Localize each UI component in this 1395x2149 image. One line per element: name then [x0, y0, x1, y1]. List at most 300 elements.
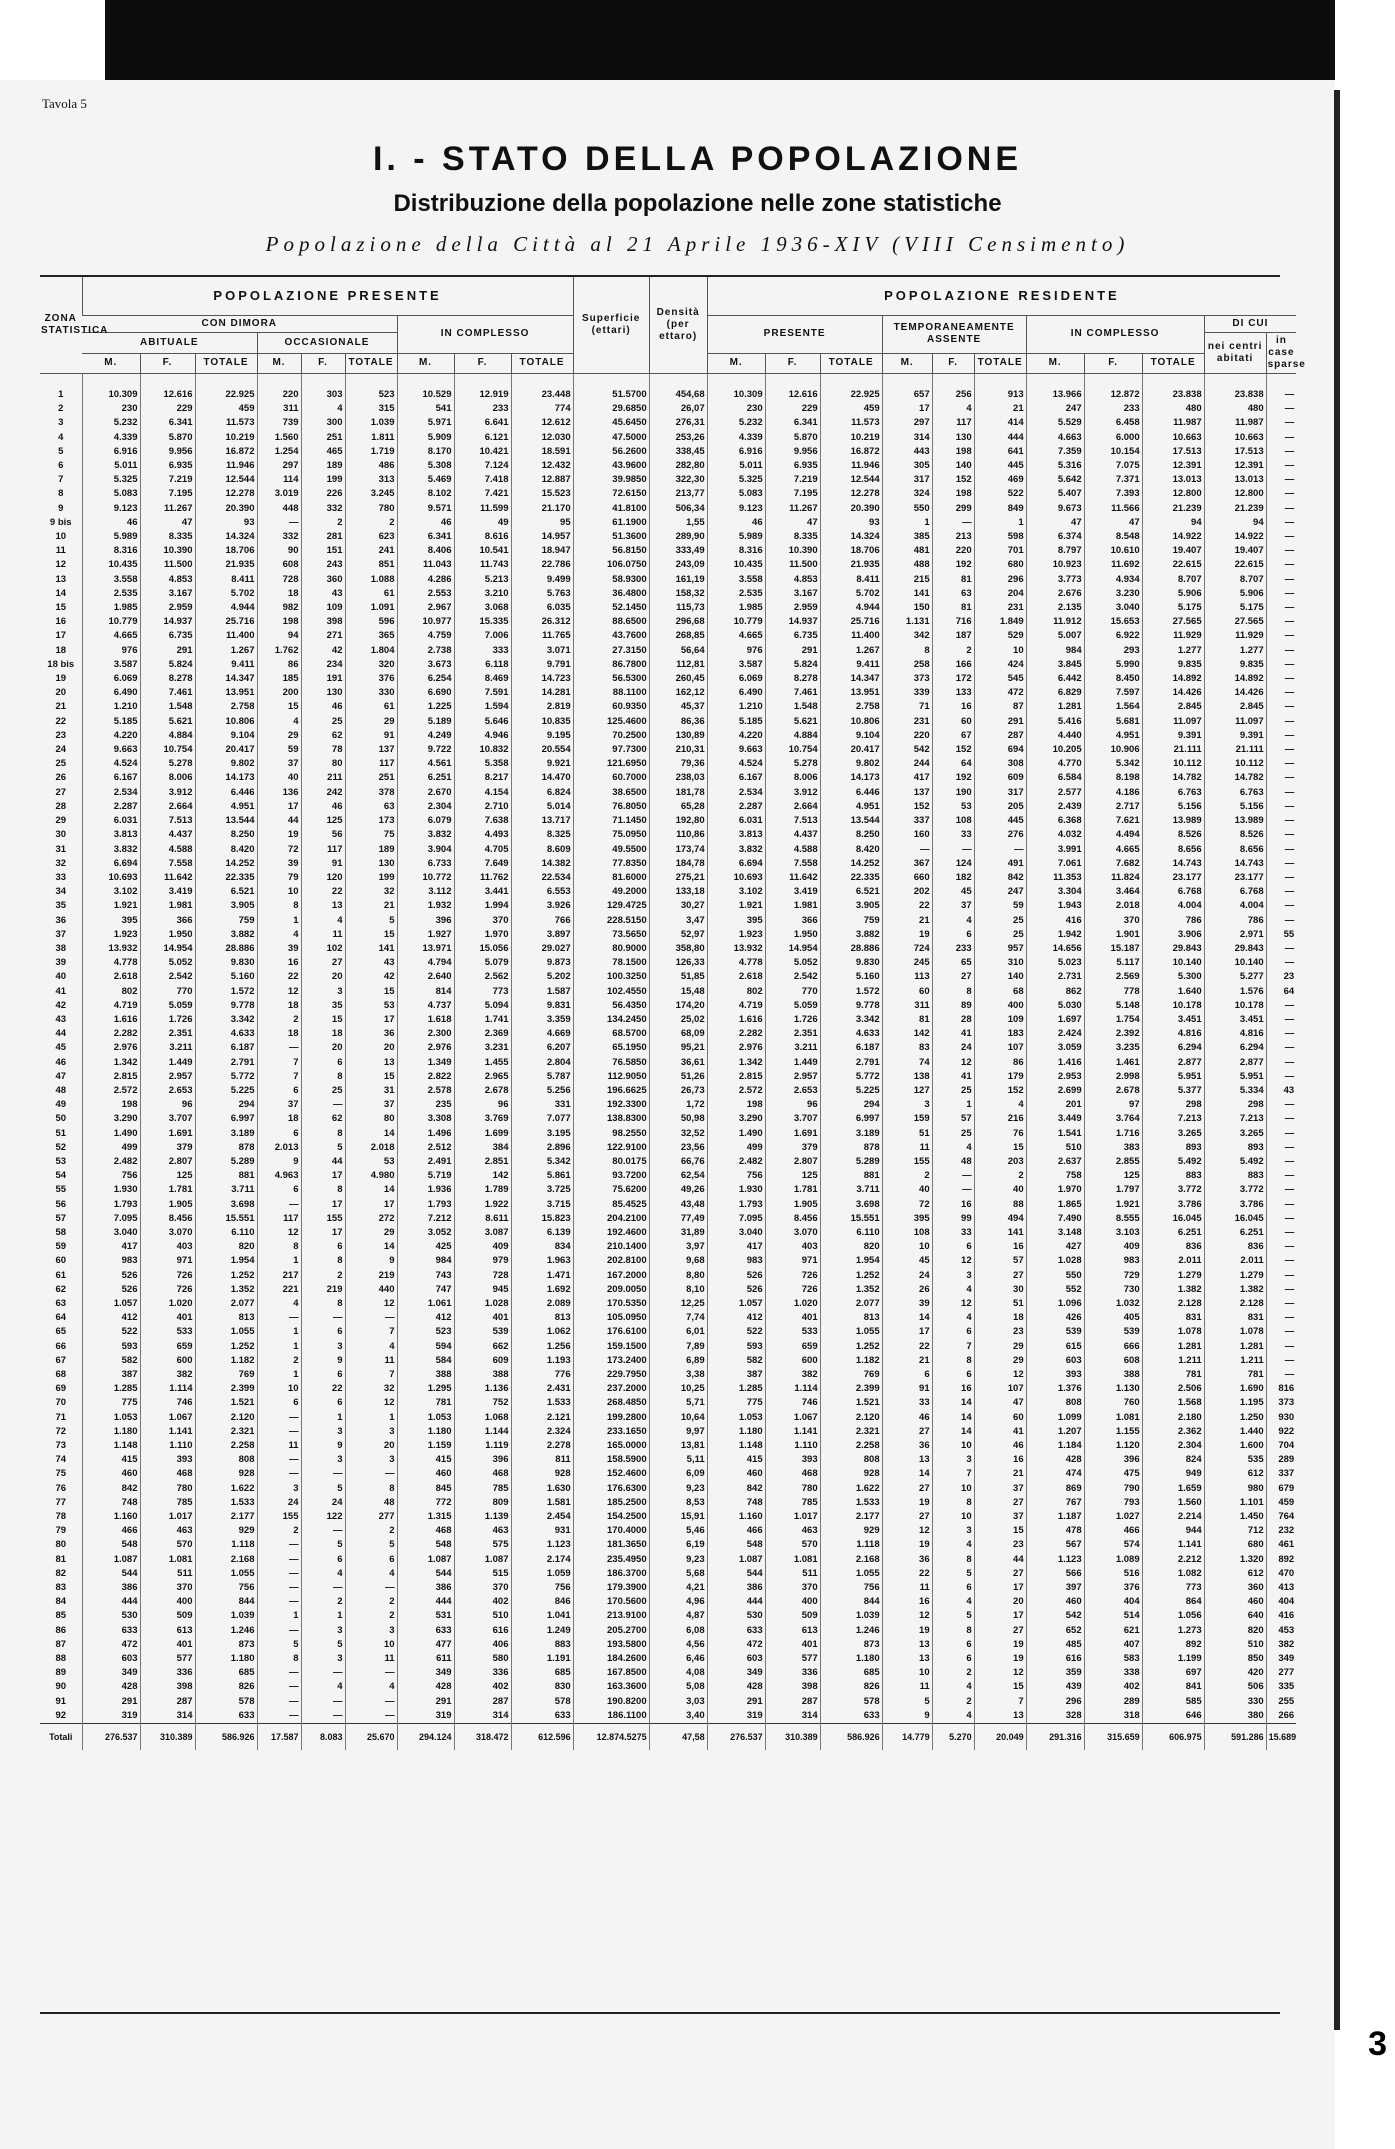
table-cell: 3.441: [454, 885, 511, 899]
table-row: [40, 970, 1296, 984]
table-cell: 593: [707, 1340, 765, 1354]
table-cell: 1.118: [195, 1538, 257, 1552]
table-cell: 3.707: [765, 1112, 820, 1126]
table-cell: 8.250: [195, 828, 257, 842]
table-cell: 199: [345, 871, 397, 885]
table-cell: 296,68: [649, 615, 707, 629]
table-cell: 5.469: [397, 473, 454, 487]
table-cell: 27.565: [1204, 615, 1266, 629]
table-cell: 944: [1142, 1524, 1204, 1538]
table-cell: 2.077: [820, 1297, 882, 1311]
table-row: [40, 1340, 1296, 1354]
table-cell: 10.421: [454, 445, 511, 459]
table-cell: 2.807: [140, 1155, 195, 1169]
table-cell: —: [1266, 843, 1296, 857]
table-cell: 1.059: [511, 1567, 573, 1581]
table-cell: 335: [1266, 1680, 1296, 1694]
table-row: [40, 985, 1296, 999]
table-cell: 4.186: [1084, 786, 1142, 800]
table-cell: 61.1900: [573, 516, 649, 530]
table-cell: 395: [707, 914, 765, 928]
table-cell: 11.267: [765, 502, 820, 516]
table-cell: 1.994: [454, 899, 511, 913]
table-cell: —: [1266, 814, 1296, 828]
table-cell: 18.706: [820, 544, 882, 558]
table-cell: 21.239: [1204, 502, 1266, 516]
table-cell: 460: [82, 1467, 140, 1481]
table-cell: 14.937: [765, 615, 820, 629]
table-cell: 864: [1142, 1595, 1204, 1609]
table-cell: —: [1266, 402, 1296, 416]
table-cell: 173.2400: [573, 1354, 649, 1368]
table-cell: 155: [257, 1510, 301, 1524]
table-cell: 816: [1266, 1382, 1296, 1396]
table-cell: 8: [932, 1496, 974, 1510]
table-cell: 235: [397, 1098, 454, 1112]
table-cell: 39: [257, 942, 301, 956]
table-cell: 14: [932, 1411, 974, 1425]
table-cell: 11.824: [1084, 871, 1142, 885]
table-cell: 8.006: [140, 771, 195, 785]
table-cell: 30: [974, 1283, 1026, 1297]
table-cell: 22.615: [1142, 558, 1204, 572]
table-cell: 5.909: [397, 431, 454, 445]
table-cell: 233.1650: [573, 1425, 649, 1439]
table-cell: 395: [882, 1212, 932, 1226]
table-cell: 1.921: [82, 899, 140, 913]
table-cell: 5.083: [707, 487, 765, 501]
table-cell: 10: [257, 1382, 301, 1396]
table-cell: 2.439: [1026, 800, 1084, 814]
table-cell: 366: [765, 914, 820, 928]
table-cell: 8.278: [765, 672, 820, 686]
table-cell: 814: [397, 985, 454, 999]
table-cell: 10.140: [1204, 956, 1266, 970]
header-di-cui: DI CUI: [1204, 316, 1296, 333]
table-cell: 13: [882, 1638, 932, 1652]
table-cell: 11.500: [765, 558, 820, 572]
table-cell: 322,30: [649, 473, 707, 487]
table-cell: 7.597: [1084, 686, 1142, 700]
table-cell: 596: [345, 615, 397, 629]
table-cell: 20.417: [820, 743, 882, 757]
table-cell: —: [345, 1311, 397, 1325]
table-cell: 72.6150: [573, 487, 649, 501]
table-cell: 883: [511, 1638, 573, 1652]
table-cell: 37: [974, 1482, 1026, 1496]
table-cell: 192: [932, 558, 974, 572]
table-cell: 6.763: [1142, 786, 1204, 800]
table-cell: —: [1266, 615, 1296, 629]
table-cell: 1.440: [1204, 1425, 1266, 1439]
table-cell: 1.191: [511, 1652, 573, 1666]
table-cell: 594: [397, 1340, 454, 1354]
table-cell: 6: [257, 1127, 301, 1141]
table-cell: 5.300: [1142, 970, 1204, 984]
table-cell: 4: [301, 402, 345, 416]
table-row: [40, 1127, 1296, 1141]
table-cell: 407: [1084, 1638, 1142, 1652]
table-cell: 1.697: [1026, 1013, 1084, 1027]
table-cell: 769: [820, 1368, 882, 1382]
table-cell: 472: [707, 1638, 765, 1652]
table-cell: 2.534: [707, 786, 765, 800]
table-row: [40, 743, 1296, 757]
table-cell: 12: [974, 1666, 1026, 1680]
table-row: [40, 729, 1296, 743]
table-cell: 845: [397, 1482, 454, 1496]
table-cell: 2.392: [1084, 1027, 1142, 1041]
table-row: [40, 1382, 1296, 1396]
table-cell: 33: [882, 1396, 932, 1410]
table-cell: 481: [882, 544, 932, 558]
table-cell: 841: [1142, 1680, 1204, 1694]
table-row: [40, 1269, 1296, 1283]
table-cell: 8.456: [765, 1212, 820, 1226]
table-cell: 291: [707, 1695, 765, 1709]
table-cell: 216: [974, 1112, 1026, 1126]
table-cell: 32: [345, 885, 397, 899]
table-cell: 424: [974, 658, 1026, 672]
table-cell: 6.251: [1204, 1226, 1266, 1240]
table-cell: 10.806: [820, 715, 882, 729]
table-cell: 11.762: [454, 871, 511, 885]
table-cell: 1.081: [765, 1553, 820, 1567]
table-row: [40, 1226, 1296, 1240]
table-cell: 6,19: [649, 1538, 707, 1552]
table-cell: 8.526: [1204, 828, 1266, 842]
table-cell: 5.185: [707, 715, 765, 729]
table-cell: 460: [397, 1467, 454, 1481]
table-cell: 611: [397, 1652, 454, 1666]
zone-cell: 54: [55, 1170, 67, 1182]
table-cell: 4: [932, 402, 974, 416]
zone-cell: 76: [55, 1482, 67, 1494]
table-cell: 25: [932, 1127, 974, 1141]
table-cell: —: [301, 1666, 345, 1680]
table-cell: 836: [1204, 1240, 1266, 1254]
table-cell: 25: [932, 1084, 974, 1098]
table-cell: 8.611: [454, 1212, 511, 1226]
table-cell: 4: [345, 1680, 397, 1694]
table-cell: 3: [301, 1624, 345, 1638]
table-row: [40, 473, 1296, 487]
table-cell: 1.581: [511, 1496, 573, 1510]
table-cell: 31,89: [649, 1226, 707, 1240]
table-cell: 1.110: [140, 1439, 195, 1453]
table-cell: 9.123: [82, 502, 140, 516]
table-cell: 1.180: [82, 1425, 140, 1439]
table-cell: 633: [397, 1624, 454, 1638]
table-cell: 17.513: [1142, 445, 1204, 459]
zone-cell: 13: [55, 573, 67, 585]
table-cell: 167.8500: [573, 1666, 649, 1680]
table-cell: 2.321: [820, 1425, 882, 1439]
table-cell: 4.220: [82, 729, 140, 743]
table-cell: 17: [301, 1226, 345, 1240]
table-cell: 27: [974, 1496, 1026, 1510]
table-cell: 80.9000: [573, 942, 649, 956]
table-cell: 6.553: [511, 885, 573, 899]
total-cell: 276.537: [707, 1724, 765, 1751]
table-cell: 8.555: [1084, 1212, 1142, 1226]
table-cell: 2.506: [1142, 1382, 1204, 1396]
table-cell: 9.104: [195, 729, 257, 743]
table-cell: 2.758: [820, 700, 882, 714]
zone-cell: 82: [55, 1567, 67, 1579]
table-row: [40, 1680, 1296, 1694]
table-cell: 4.737: [397, 999, 454, 1013]
table-cell: —: [257, 1538, 301, 1552]
table-cell: 1.950: [765, 928, 820, 942]
table-cell: 217: [257, 1269, 301, 1283]
table-cell: 468: [397, 1524, 454, 1538]
table-cell: 6.490: [707, 686, 765, 700]
table-cell: 328: [1026, 1709, 1084, 1724]
table-cell: 13.717: [511, 814, 573, 828]
table-cell: —: [1266, 914, 1296, 928]
table-cell: 7.075: [1084, 459, 1142, 473]
table-cell: 23.838: [1142, 374, 1204, 403]
header-m: M.: [257, 353, 301, 374]
table-cell: 1.136: [454, 1382, 511, 1396]
table-cell: 1.781: [765, 1183, 820, 1197]
table-cell: 27: [882, 1425, 932, 1439]
table-cell: 142: [882, 1027, 932, 1041]
table-cell: 380: [1204, 1709, 1266, 1724]
zone-cell: 42: [55, 999, 67, 1011]
table-cell: 142: [454, 1169, 511, 1183]
table-cell: 759: [195, 914, 257, 928]
table-cell: 1.659: [1142, 1482, 1204, 1496]
table-cell: 1.726: [765, 1013, 820, 1027]
table-cell: 428: [1026, 1453, 1084, 1467]
table-cell: 1.905: [765, 1198, 820, 1212]
table-cell: 1.560: [257, 431, 301, 445]
table-cell: 9.778: [820, 999, 882, 1013]
table-cell: 1.616: [707, 1013, 765, 1027]
table-cell: 5.702: [195, 587, 257, 601]
table-cell: 10.541: [454, 544, 511, 558]
table-cell: 15,48: [649, 985, 707, 999]
table-cell: 14.892: [1204, 672, 1266, 686]
table-cell: 21: [974, 402, 1026, 416]
table-cell: 2.562: [454, 970, 511, 984]
table-cell: 141: [345, 942, 397, 956]
table-cell: 4.249: [397, 729, 454, 743]
table-cell: 6.251: [1142, 1226, 1204, 1240]
table-cell: 730: [1084, 1283, 1142, 1297]
zone-cell: 74: [55, 1454, 67, 1466]
table-cell: 9.778: [195, 999, 257, 1013]
table-row: [40, 700, 1296, 714]
table-cell: 2.664: [765, 800, 820, 814]
table-cell: 170.5350: [573, 1297, 649, 1311]
table-cell: 19: [257, 828, 301, 842]
total-cell: 5.270: [932, 1724, 974, 1751]
table-cell: 609: [974, 771, 1026, 785]
table-cell: 2.807: [765, 1155, 820, 1169]
table-cell: 3.912: [765, 786, 820, 800]
table-cell: 10.835: [511, 715, 573, 729]
table-cell: 6: [932, 1652, 974, 1666]
table-cell: 3.070: [765, 1226, 820, 1240]
table-cell: 1.793: [397, 1198, 454, 1212]
table-cell: 5.185: [82, 715, 140, 729]
table-cell: 781: [1204, 1368, 1266, 1382]
table-cell: 105.0950: [573, 1311, 649, 1325]
table-cell: 7: [257, 1056, 301, 1070]
table-cell: 1.932: [397, 899, 454, 913]
table-cell: 2.731: [1026, 970, 1084, 984]
table-cell: 2.535: [707, 587, 765, 601]
table-cell: 5.492: [1142, 1155, 1204, 1169]
table-cell: 12: [345, 1396, 397, 1410]
table-cell: 130: [301, 686, 345, 700]
table-cell: 9.195: [511, 729, 573, 743]
table-cell: 3: [932, 1524, 974, 1538]
table-cell: 45,37: [649, 700, 707, 714]
table-cell: 165.0000: [573, 1439, 649, 1453]
table-cell: 1.754: [1084, 1013, 1142, 1027]
table-cell: 862: [1026, 985, 1084, 999]
table-cell: 24: [301, 1496, 345, 1510]
table-cell: 928: [511, 1467, 573, 1481]
table-cell: 43: [1266, 1084, 1296, 1098]
table-cell: 662: [454, 1340, 511, 1354]
table-cell: 13: [301, 899, 345, 913]
table-cell: 466: [1084, 1524, 1142, 1538]
table-cell: 12: [882, 1609, 932, 1623]
table-cell: 1.587: [511, 985, 573, 999]
zone-cell: 18 bis: [47, 658, 75, 670]
table-cell: 203: [974, 1155, 1026, 1169]
table-cell: 477: [397, 1638, 454, 1652]
table-cell: 192,80: [649, 814, 707, 828]
table-cell: 320: [345, 658, 397, 672]
table-cell: 213: [932, 530, 974, 544]
table-cell: 3: [345, 1425, 397, 1439]
table-cell: 472: [974, 686, 1026, 700]
table-cell: 5.870: [140, 431, 195, 445]
table-cell: 842: [707, 1482, 765, 1496]
table-cell: 39: [882, 1297, 932, 1311]
table-cell: 403: [140, 1240, 195, 1254]
table-cell: 51,85: [649, 970, 707, 984]
table-cell: 971: [140, 1254, 195, 1268]
table-cell: 5.256: [511, 1084, 573, 1098]
table-cell: 72: [257, 843, 301, 857]
table-cell: 4.963: [257, 1169, 301, 1183]
table-cell: 1.110: [765, 1439, 820, 1453]
table-body: [40, 374, 1296, 1724]
table-cell: 192.4600: [573, 1226, 649, 1240]
table-cell: 7.421: [454, 487, 511, 501]
header-superficie: Superficie (ettari): [573, 277, 649, 374]
table-cell: 276,31: [649, 416, 707, 430]
table-cell: 332: [301, 502, 345, 516]
table-cell: 9.791: [511, 658, 573, 672]
table-cell: 515: [454, 1567, 511, 1581]
table-cell: 401: [765, 1638, 820, 1652]
table-cell: 5.621: [765, 715, 820, 729]
zone-cell: 70: [55, 1397, 67, 1409]
table-cell: 1.160: [707, 1510, 765, 1524]
table-cell: 1.041: [511, 1609, 573, 1623]
table-cell: 412: [82, 1311, 140, 1325]
table-row: [40, 544, 1296, 558]
table-cell: 18: [301, 1027, 345, 1041]
table-cell: 4,87: [649, 1609, 707, 1623]
table-cell: 550: [882, 502, 932, 516]
table-cell: 11.500: [140, 558, 195, 572]
table-cell: 15: [301, 1013, 345, 1027]
table-cell: 808: [195, 1453, 257, 1467]
table-cell: 13,81: [649, 1439, 707, 1453]
table-cell: 4.944: [195, 601, 257, 615]
table-cell: 189: [345, 843, 397, 857]
table-cell: —: [1266, 1226, 1296, 1240]
table-cell: —: [1266, 1311, 1296, 1325]
zone-cell: 49: [55, 1099, 67, 1111]
table-cell: 6.442: [1026, 672, 1084, 686]
table-cell: 1.078: [1204, 1325, 1266, 1339]
table-cell: 1.923: [707, 928, 765, 942]
table-cell: 1.936: [397, 1183, 454, 1197]
table-cell: 187: [932, 629, 974, 643]
table-cell: 338: [1084, 1666, 1142, 1680]
zone-cell: 83: [55, 1582, 67, 1594]
table-cell: 112.9050: [573, 1070, 649, 1084]
table-cell: 36: [882, 1439, 932, 1453]
zone-cell: 9: [58, 502, 64, 514]
table-cell: 5.277: [1204, 970, 1266, 984]
table-cell: 179: [974, 1070, 1026, 1084]
table-row: [40, 1524, 1296, 1538]
table-cell: 2.351: [140, 1027, 195, 1041]
table-cell: 697: [1142, 1666, 1204, 1680]
table-row: [40, 587, 1296, 601]
table-cell: 370: [1084, 914, 1142, 928]
table-cell: 150: [882, 601, 932, 615]
header-presente: POPOLAZIONE PRESENTE: [82, 277, 573, 316]
table-cell: 12.432: [511, 459, 573, 473]
table-cell: 8,10: [649, 1283, 707, 1297]
table-cell: 296: [1026, 1695, 1084, 1709]
table-cell: 4.951: [820, 800, 882, 814]
table-cell: —: [1266, 459, 1296, 473]
table-cell: 14.892: [1142, 672, 1204, 686]
table-cell: 331: [511, 1098, 573, 1112]
table-cell: 397: [1026, 1581, 1084, 1595]
table-cell: 820: [195, 1240, 257, 1254]
table-cell: 1.114: [765, 1382, 820, 1396]
table-cell: 1.849: [974, 615, 1026, 629]
table-cell: 8.006: [765, 771, 820, 785]
table-cell: 27: [301, 956, 345, 970]
table-cell: 12.030: [511, 431, 573, 445]
table-cell: 461: [1266, 1538, 1296, 1552]
table-cell: 93.7200: [573, 1169, 649, 1183]
table-cell: 2.998: [1084, 1070, 1142, 1084]
table-cell: 233: [1084, 402, 1142, 416]
table-cell: 14.252: [195, 857, 257, 871]
table-cell: 3.102: [82, 885, 140, 899]
table-cell: 983: [82, 1254, 140, 1268]
table-cell: 27.3150: [573, 644, 649, 658]
table-cell: 376: [345, 672, 397, 686]
table-cell: 29: [345, 1226, 397, 1240]
